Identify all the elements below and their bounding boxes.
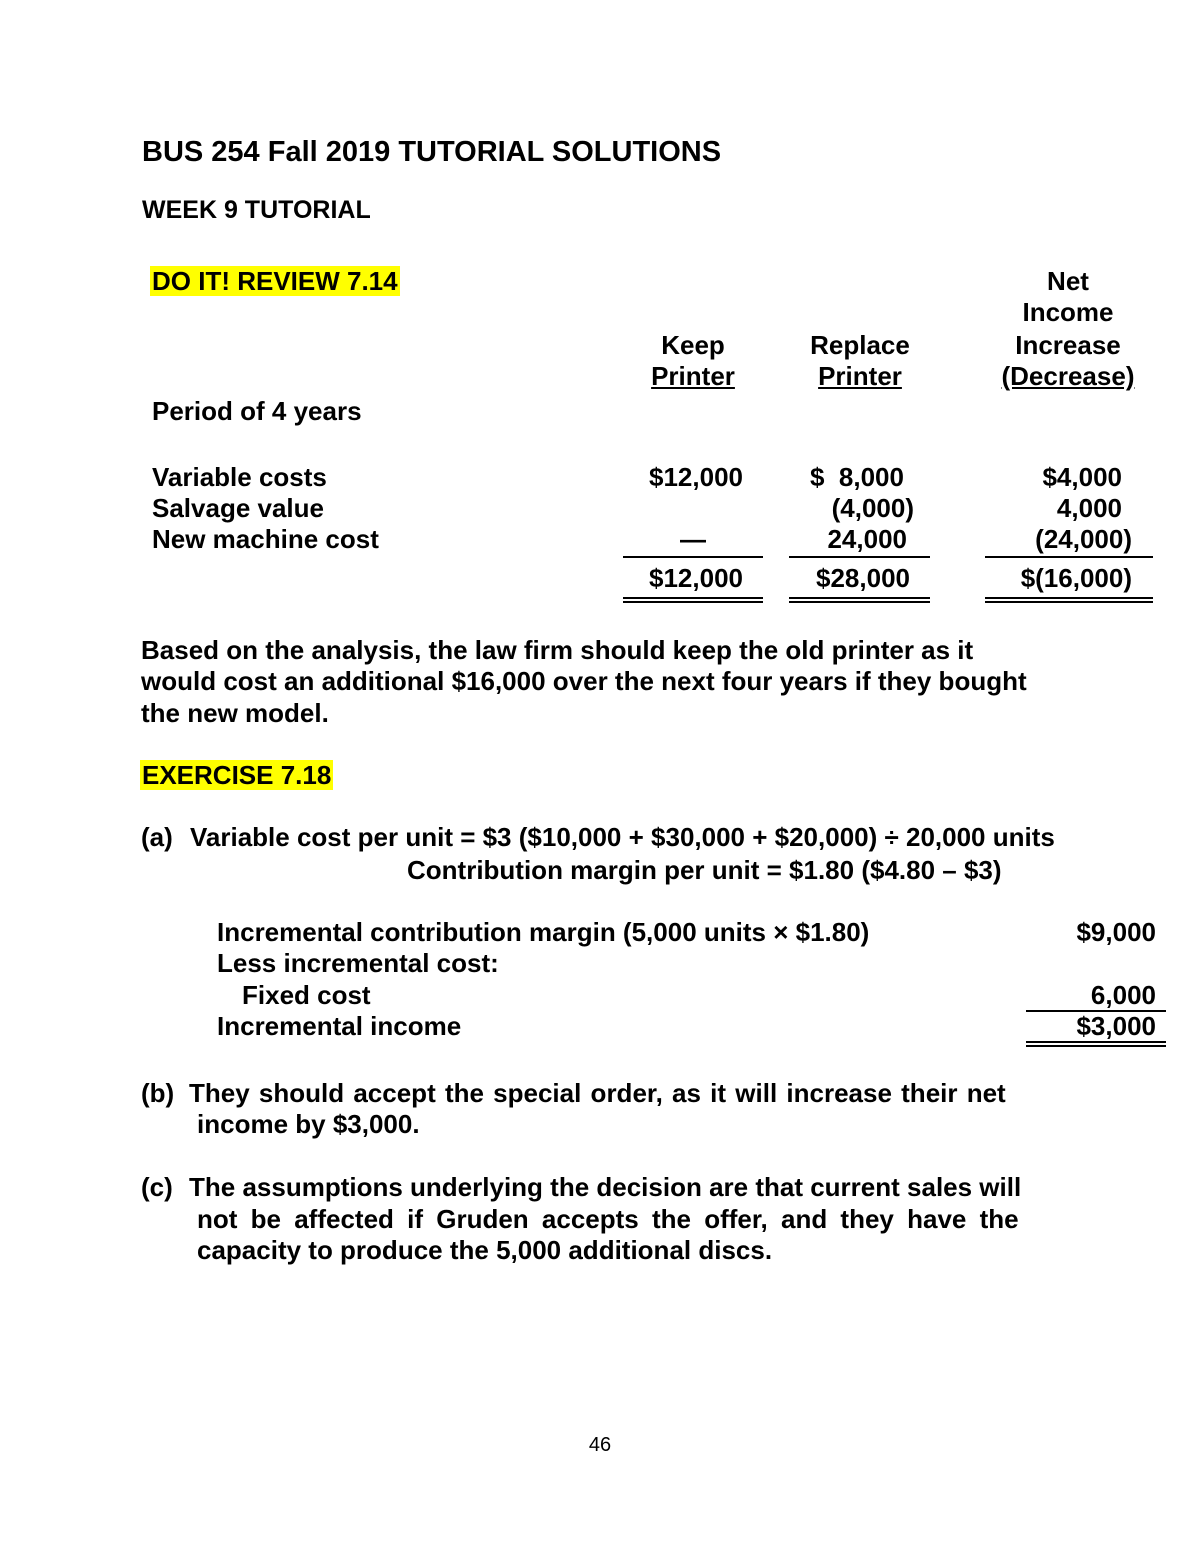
page-title: BUS 254 Fall 2019 TUTORIAL SOLUTIONS: [142, 136, 722, 168]
row-net-salvage-value: 4,000: [1056, 493, 1122, 523]
row-keep-new-machine-cost: —: [680, 524, 706, 554]
row-label-salvage-value: Salvage value: [152, 493, 324, 523]
net-total-rule: [985, 597, 1153, 603]
part-b-marker: (b): [141, 1078, 175, 1108]
part-a-line-2: Contribution margin per unit = $1.80 ($4.80 – $3): [407, 855, 1002, 885]
incremental-income-rule: [1026, 1041, 1166, 1047]
calc-value-fixed-cost: 6,000: [1090, 980, 1156, 1010]
row-label-variable-costs: Variable costs: [152, 462, 327, 492]
row-replace-salvage-value: (4,000): [831, 493, 914, 523]
calc-value-incremental-income: $3,000: [1076, 1011, 1156, 1041]
exercise-heading: EXERCISE 7.18: [142, 760, 332, 790]
conclusion-line-1: Based on the analysis, the law firm should keep the old printer as it: [141, 635, 974, 665]
net-header-line2: Income: [1022, 297, 1114, 327]
period-label: Period of 4 years: [152, 396, 362, 426]
page-number: 46: [588, 1434, 612, 1456]
row-replace-new-machine-cost: 24,000: [827, 524, 907, 554]
row-label-new-machine-cost: New machine cost: [152, 524, 379, 554]
part-a-marker: (a): [141, 822, 173, 852]
review-heading: DO IT! REVIEW 7.14: [152, 266, 398, 296]
calc-label-incremental-cm: Incremental contribution margin (5,000 units × $1.80): [217, 917, 870, 947]
replace-total-rule: [789, 597, 930, 603]
part-b-line-1: They should accept the special order, as it will increase their net: [189, 1078, 1006, 1108]
row-keep-variable-costs: $12,000: [649, 462, 743, 492]
calc-label-less-incremental-cost: Less incremental cost:: [217, 948, 499, 978]
total-keep: $12,000: [649, 563, 743, 593]
net-header-line3: Increase: [1015, 330, 1121, 360]
part-c-line-2: not be affected if Gruden accepts the offer, and they have the: [197, 1204, 1019, 1234]
calc-label-fixed-cost: Fixed cost: [242, 980, 371, 1010]
replace-header-line2: Printer: [818, 361, 902, 391]
row-replace-variable-costs: $ 8,000: [810, 462, 904, 492]
part-b-line-2: income by $3,000.: [197, 1109, 420, 1139]
part-c-line-3: capacity to produce the 5,000 additional discs.: [197, 1235, 773, 1265]
total-net: $(16,000): [1020, 563, 1132, 593]
part-a-line-1: Variable cost per unit = $3 ($10,000 + $30,000 + $20,000) ÷ 20,000 units: [190, 822, 1055, 852]
part-c-line-1: The assumptions underlying the decision are that current sales will: [189, 1172, 1022, 1202]
conclusion-line-2: would cost an additional $16,000 over the next four years if they bought: [141, 666, 1027, 696]
replace-header-line1: Replace: [810, 330, 910, 360]
keep-header-line2: Printer: [651, 361, 735, 391]
calc-label-incremental-income: Incremental income: [217, 1011, 462, 1041]
page-subtitle: WEEK 9 TUTORIAL: [142, 196, 371, 224]
keep-total-rule: [623, 597, 763, 603]
row-net-new-machine-cost: (24,000): [1035, 524, 1132, 554]
keep-subtotal-rule: [623, 556, 763, 558]
row-net-variable-costs: $4,000: [1042, 462, 1122, 492]
total-replace: $28,000: [816, 563, 910, 593]
net-header-line1: Net: [1047, 266, 1089, 296]
net-header-line4: (Decrease): [1001, 361, 1135, 391]
keep-header-line1: Keep: [661, 330, 725, 360]
conclusion-line-3: the new model.: [141, 698, 329, 728]
replace-subtotal-rule: [789, 556, 930, 558]
part-c-marker: (c): [141, 1172, 173, 1202]
net-subtotal-rule: [985, 556, 1153, 558]
calc-value-incremental-cm: $9,000: [1076, 917, 1156, 947]
